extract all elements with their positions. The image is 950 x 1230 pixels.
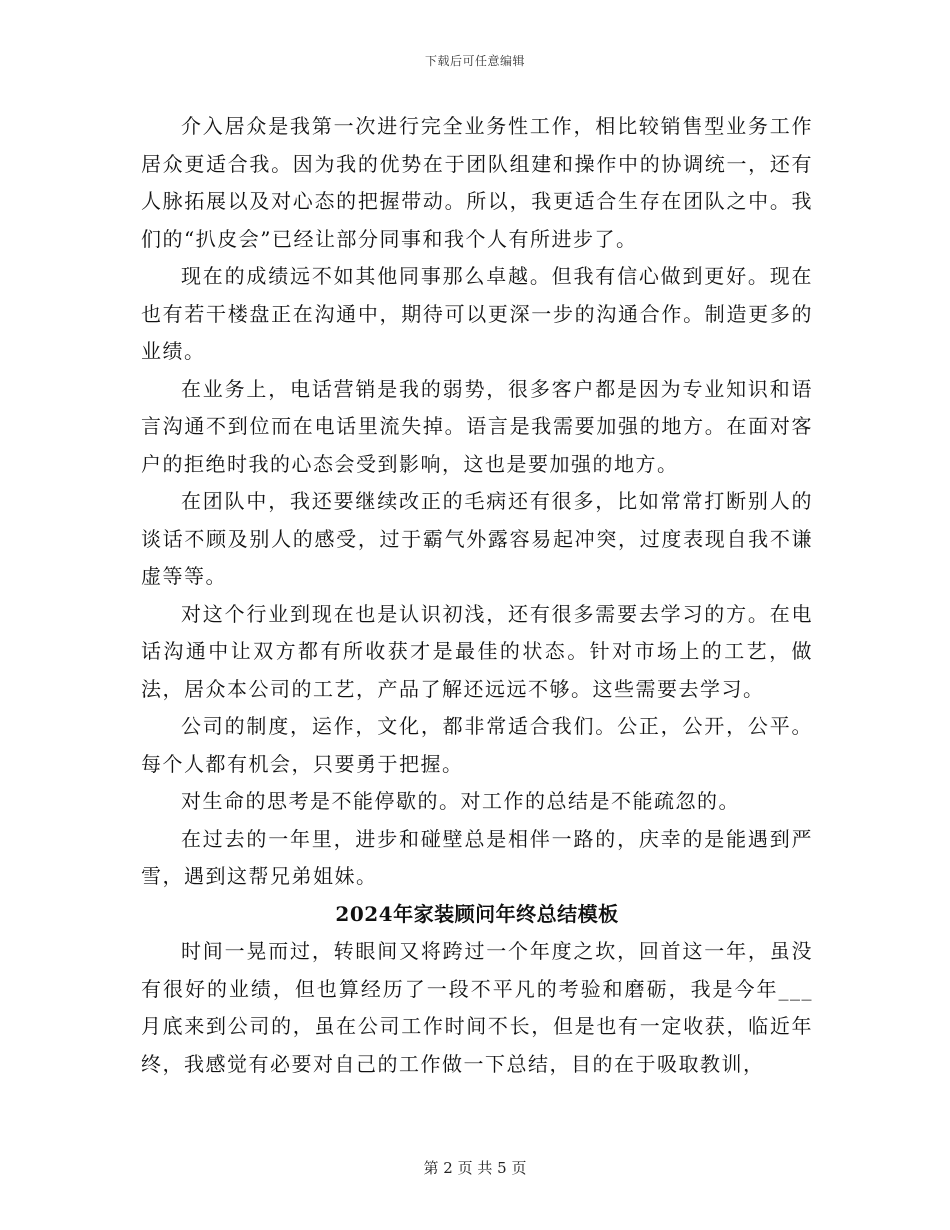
paragraph-1: 介入居众是我第一次进行完全业务性工作，相比较销售型业务工作居众更适合我。因为我的优势在于团队组建和操作中的协调统一，还有人脉拓展以及对心态的把握带动。所以，我更适合生存在团队之中。我们的“扒皮会”已经让部分同事和我个人有所进步了。 xyxy=(141,114,813,251)
paragraph-2: 现在的成绩远不如其他同事那么卓越。但我有信心做到更好。现在也有若干楼盘正在沟通中，期待可以更深一步的沟通合作。制造更多的业绩。 xyxy=(141,264,813,363)
document-body xyxy=(141,108,813,1083)
paragraph-5: 对这个行业到现在也是认识初浅，还有很多需要去学习的方。在电话沟通中让双方都有所收获才是最佳的状态。针对市场上的工艺，做法，居众本公司的工艺，产品了解还远远不够。这些需要去学习。 xyxy=(141,601,813,701)
paragraph-6: 公司的制度，运作，文化，都非常适合我们。公正，公开，公平。每个人都有机会，只要勇于把握。 xyxy=(141,714,813,776)
section-title: 2024年家装顾问年终总结模板 xyxy=(335,901,619,926)
page-number: 第 2 页 共 5 页 xyxy=(423,1159,527,1177)
paragraph-7: 对生命的思考是不能停歇的。对工作的总结是不能疏忽的。 xyxy=(181,789,740,813)
paragraph-4: 在团队中，我还要继续改正的毛病还有很多，比如常常打断别人的谈话不顾及别人的感受，过于霸气外露容易起冲突，过度表现自我不谦虚等等。 xyxy=(141,489,813,588)
paragraph-3: 在业务上，电话营销是我的弱势，很多客户都是因为专业知识和语言沟通不到位而在电话里流失掉。语言是我需要加强的地方。在面对客户的拒绝时我的心态会受到影响，这也是要加强的地方。 xyxy=(141,376,813,476)
paragraph-8: 在过去的一年里，进步和碰壁总是相伴一路的，庆幸的是能遇到严雪，遇到这帮兄弟姐妹。 xyxy=(141,826,813,888)
section-paragraph-1: 时间一晃而过，转眼间又将跨过一个年度之坎，回首这一年，虽没有很好的业绩，但也算经历了一段不平凡的考验和磨砺，我是今年___月底来到公司的，虽在公司工作时间不长，但是也有一定收获，临近年终，我感觉有必要对自己的工作做一下总结，目的在于吸取教训， xyxy=(141,939,813,1076)
page-header: 下载后可任意编辑 xyxy=(424,54,525,68)
